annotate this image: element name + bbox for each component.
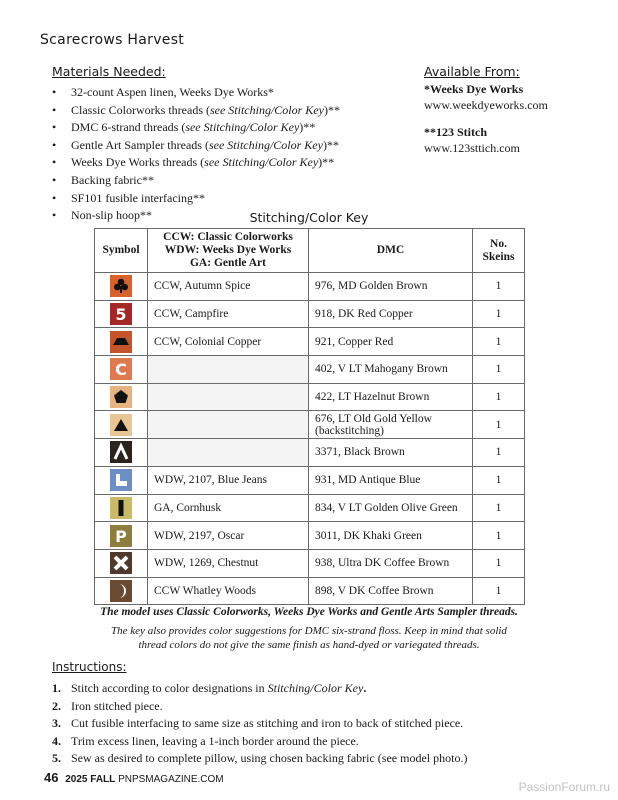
symbol-cell bbox=[95, 273, 148, 301]
material-item: • Backing fabric** bbox=[52, 172, 340, 190]
material-item: • SF101 fusible interfacing** bbox=[52, 190, 340, 208]
page-number: 46 bbox=[44, 770, 59, 785]
skeins-cell: 1 bbox=[473, 356, 525, 384]
header-dmc: DMC bbox=[309, 229, 473, 273]
pentagon-icon bbox=[110, 386, 132, 408]
material-item: • Non-slip hoop** bbox=[52, 207, 340, 225]
symbol-cell bbox=[95, 356, 148, 384]
skeins-cell: 1 bbox=[473, 522, 525, 550]
header-symbol: Symbol bbox=[95, 229, 148, 273]
material-item: • 32-count Aspen linen, Weeks Dye Works* bbox=[52, 84, 340, 102]
symbol-cell bbox=[95, 300, 148, 328]
symbol-cell bbox=[95, 549, 148, 577]
header-skeins: No. Skeins bbox=[473, 229, 525, 273]
table-row bbox=[95, 411, 525, 439]
source-name: **123 Stitch bbox=[424, 125, 487, 139]
available-heading: Available From: bbox=[424, 64, 520, 79]
thread-cell: GA, Cornhusk bbox=[148, 494, 309, 522]
instruction-step: 1. Stitch according to color designations in Stitching/Color Key. bbox=[52, 681, 367, 695]
color-key-table bbox=[94, 228, 525, 605]
caret-icon bbox=[110, 441, 132, 463]
skeins-cell: 1 bbox=[473, 466, 525, 494]
materials-list bbox=[52, 84, 340, 225]
thread-cell: CCW, Autumn Spice bbox=[148, 273, 309, 301]
instruction-step: 4. Trim excess linen, leaving a 1-inch border around the piece. bbox=[52, 733, 359, 748]
material-item: • Weeks Dye Works threads (see Stitching/Color Key)** bbox=[52, 154, 340, 172]
material-item: • Classic Colorworks threads (see Stitching/Color Key)** bbox=[52, 102, 340, 120]
dmc-cell: 918, DK Red Copper bbox=[309, 300, 473, 328]
skeins-cell: 1 bbox=[473, 328, 525, 356]
symbol-cell bbox=[95, 439, 148, 467]
instructions-list bbox=[52, 680, 467, 768]
skeins-cell: 1 bbox=[473, 383, 525, 411]
source-name: *Weeks Dye Works bbox=[424, 82, 524, 96]
dmc-cell: 938, Ultra DK Coffee Brown bbox=[309, 549, 473, 577]
triangle-icon bbox=[110, 414, 132, 436]
step-icon bbox=[110, 469, 132, 491]
source-url[interactable]: www.123sttich.com bbox=[424, 141, 520, 155]
dmc-cell: 3011, DK Khaki Green bbox=[309, 522, 473, 550]
available-from bbox=[424, 64, 548, 156]
table-row bbox=[95, 494, 525, 522]
dmc-cell: 834, V LT Golden Olive Green bbox=[309, 494, 473, 522]
letter-c-icon bbox=[110, 358, 132, 380]
skeins-cell: 1 bbox=[473, 494, 525, 522]
dmc-cell: 676, LT Old Gold Yellow (backstitching) bbox=[309, 411, 473, 439]
instruction-step: 2. Iron stitched piece. bbox=[52, 698, 163, 713]
svg-text:5: 5 bbox=[115, 305, 127, 325]
issue-label: 2025 FALL bbox=[65, 774, 116, 785]
model-note: The model uses Classic Colorworks, Weeks Dye Works and Gentle Arts Sampler threads. bbox=[100, 606, 518, 618]
header-thread: CCW: Classic Colorworks WDW: Weeks Dye Works GA: Gentle Art bbox=[148, 229, 309, 273]
table-row bbox=[95, 577, 525, 605]
symbol-cell bbox=[95, 577, 148, 605]
pattern-title: Scarecrows Harvest bbox=[40, 32, 185, 48]
symbol-cell bbox=[95, 328, 148, 356]
symbol-cell bbox=[95, 411, 148, 439]
svg-text:C: C bbox=[115, 360, 127, 380]
symbol-cell bbox=[95, 522, 148, 550]
materials-heading: Materials Needed: bbox=[52, 64, 166, 79]
thread-cell: CCW, Campfire bbox=[148, 300, 309, 328]
dmc-cell: 976, MD Golden Brown bbox=[309, 273, 473, 301]
dmc-cell: 898, V DK Coffee Brown bbox=[309, 577, 473, 605]
table-row bbox=[95, 328, 525, 356]
letter-p-icon bbox=[110, 525, 132, 547]
instruction-step: 5. Sew as desired to complete pillow, using chosen backing fabric (see model photo.) bbox=[52, 751, 468, 765]
color-key-heading: Stitching/Color Key bbox=[249, 210, 369, 225]
table-header-row bbox=[95, 229, 525, 273]
symbol-cell bbox=[95, 383, 148, 411]
dmc-cell: 402, V LT Mahogany Brown bbox=[309, 356, 473, 384]
table-row bbox=[95, 300, 525, 328]
thread-cell bbox=[148, 383, 309, 411]
dmc-cell: 931, MD Antique Blue bbox=[309, 466, 473, 494]
thread-cell: WDW, 2197, Oscar bbox=[148, 522, 309, 550]
trapezoid-icon bbox=[110, 331, 132, 353]
material-item: • DMC 6-strand threads (see Stitching/Color Key)** bbox=[52, 119, 340, 137]
dmc-cell: 921, Copper Red bbox=[309, 328, 473, 356]
five-icon bbox=[110, 303, 132, 325]
source-url[interactable]: www.weekdyeworks.com bbox=[424, 98, 548, 112]
svg-text:P: P bbox=[115, 526, 127, 546]
club-icon bbox=[110, 275, 132, 297]
thread-cell: CCW Whatley Woods bbox=[148, 577, 309, 605]
crescent-icon bbox=[110, 580, 132, 602]
skeins-cell: 1 bbox=[473, 411, 525, 439]
skeins-cell: 1 bbox=[473, 300, 525, 328]
dmc-cell: 422, LT Hazelnut Brown bbox=[309, 383, 473, 411]
table-row bbox=[95, 356, 525, 384]
table-row bbox=[95, 273, 525, 301]
instructions-heading: Instructions: bbox=[52, 660, 127, 674]
table-row bbox=[95, 549, 525, 577]
watermark: PassionForum.ru bbox=[518, 780, 610, 794]
skeins-cell: 1 bbox=[473, 439, 525, 467]
skeins-cell: 1 bbox=[473, 577, 525, 605]
table-row bbox=[95, 466, 525, 494]
symbol-cell bbox=[95, 466, 148, 494]
thread-cell: WDW, 2107, Blue Jeans bbox=[148, 466, 309, 494]
page-footer bbox=[44, 770, 224, 785]
skeins-cell: 1 bbox=[473, 549, 525, 577]
table-row bbox=[95, 522, 525, 550]
thread-cell: WDW, 1269, Chestnut bbox=[148, 549, 309, 577]
site-label[interactable]: PNPSMAGAZINE.COM bbox=[118, 774, 224, 785]
key-note: The key also provides color suggestions for DMC six-strand floss. Keep in mind that solid thread colors do not give the same finish as hand-dyed or variegated threads. bbox=[111, 625, 507, 651]
cross-icon bbox=[110, 552, 132, 574]
instruction-step: 3. Cut fusible interfacing to same size as stitching and iron to back of stitched piece. bbox=[52, 716, 464, 730]
bar-icon bbox=[110, 497, 132, 519]
thread-cell: CCW, Colonial Copper bbox=[148, 328, 309, 356]
dmc-cell: 3371, Black Brown bbox=[309, 439, 473, 467]
material-item: • Gentle Art Sampler threads (see Stitching/Color Key)** bbox=[52, 137, 340, 155]
skeins-cell: 1 bbox=[473, 273, 525, 301]
symbol-cell bbox=[95, 494, 148, 522]
table-row bbox=[95, 439, 525, 467]
thread-cell bbox=[148, 439, 309, 467]
table-row bbox=[95, 383, 525, 411]
thread-cell bbox=[148, 411, 309, 439]
thread-cell bbox=[148, 356, 309, 384]
